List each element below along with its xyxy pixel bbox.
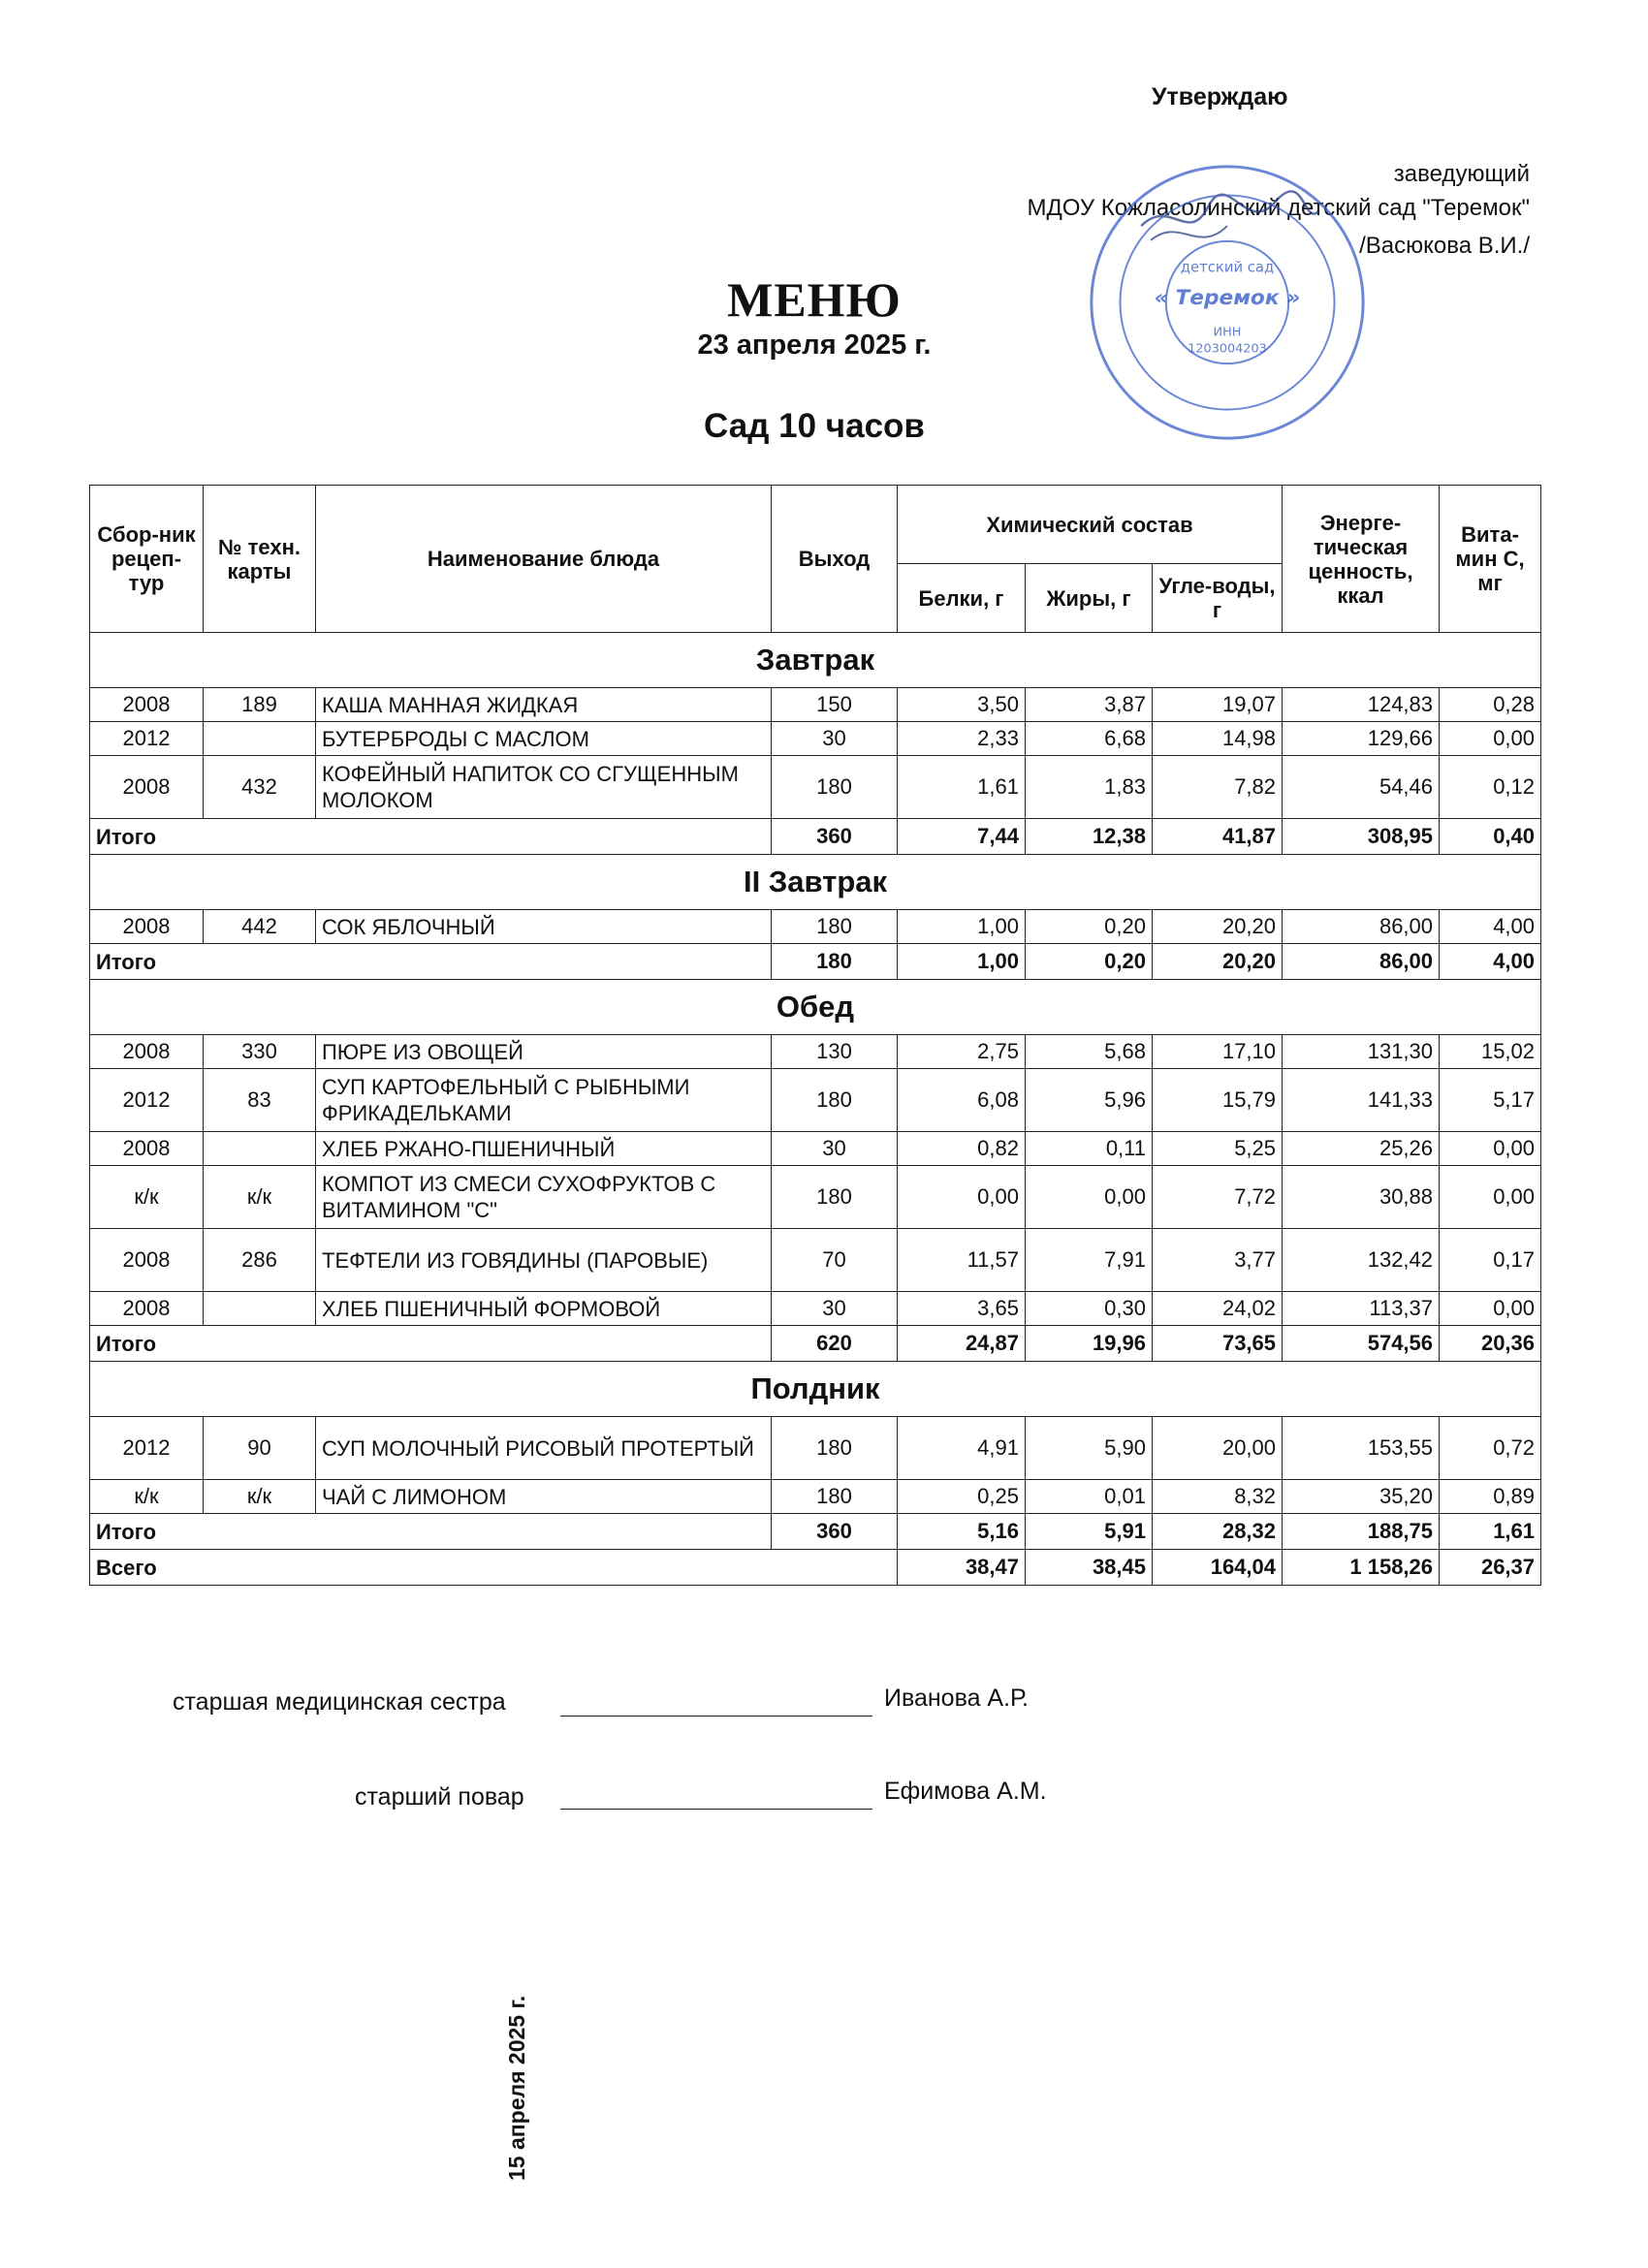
- tech-card-cell: 83: [204, 1069, 316, 1132]
- grand-total-label-cell: Всего: [90, 1550, 898, 1586]
- cook-role: старший повар: [355, 1783, 524, 1811]
- recipe-collection-cell: 2008: [90, 910, 204, 944]
- meal-section-row: [90, 633, 1541, 688]
- approval-title: Утверждаю: [1152, 83, 1288, 110]
- dish-row: [90, 1480, 1541, 1514]
- approval-organization: МДОУ Кожласолинский детский сад "Теремок": [1027, 195, 1530, 221]
- total-yield-cell: 360: [772, 1514, 898, 1550]
- col-fat-header: Жиры, г: [1026, 564, 1153, 633]
- dish-name-cell: КОФЕЙНЫЙ НАПИТОК СО СГУЩЕННЫМ МОЛОКОМ: [316, 756, 772, 819]
- menu-table: [89, 485, 1541, 1586]
- stamp-inn: 1203004203: [1188, 341, 1267, 357]
- total-carb-cell: 28,32: [1153, 1514, 1283, 1550]
- grand-carb-cell: 164,04: [1153, 1550, 1283, 1586]
- grand-vitc-cell: 26,37: [1440, 1550, 1541, 1586]
- recipe-collection-cell: 2008: [90, 1292, 204, 1326]
- grand-total-row: [90, 1550, 1541, 1586]
- dish-row: [90, 688, 1541, 722]
- protein-cell: 11,57: [898, 1229, 1026, 1292]
- tech-card-cell: 286: [204, 1229, 316, 1292]
- carb-cell: 19,07: [1153, 688, 1283, 722]
- energy-cell: 124,83: [1283, 688, 1440, 722]
- meal-section-row: [90, 855, 1541, 910]
- stamp-name: « Теремок »: [1154, 285, 1301, 310]
- dish-row: [90, 910, 1541, 944]
- meal-section-row: [90, 1362, 1541, 1417]
- grand-fat-cell: 38,45: [1026, 1550, 1153, 1586]
- nurse-name: Иванова А.Р.: [884, 1685, 1029, 1712]
- recipe-collection-cell: 2008: [90, 1035, 204, 1069]
- total-label-cell: Итого: [90, 1326, 772, 1362]
- total-vitc-cell: 4,00: [1440, 944, 1541, 980]
- fat-cell: 1,83: [1026, 756, 1153, 819]
- dish-row: [90, 1166, 1541, 1229]
- dish-row: [90, 1417, 1541, 1480]
- nurse-signature-line: [560, 1716, 872, 1717]
- dish-name-cell: ХЛЕБ ПШЕНИЧНЫЙ ФОРМОВОЙ: [316, 1292, 772, 1326]
- vitc-cell: 0,00: [1440, 1166, 1541, 1229]
- energy-cell: 54,46: [1283, 756, 1440, 819]
- carb-cell: 20,20: [1153, 910, 1283, 944]
- meal-total-row: [90, 819, 1541, 855]
- meal-name: II Завтрак: [90, 855, 1541, 910]
- recipe-collection-cell: 2012: [90, 1069, 204, 1132]
- total-protein-cell: 5,16: [898, 1514, 1026, 1550]
- dish-row: [90, 756, 1541, 819]
- yield-cell: 130: [772, 1035, 898, 1069]
- menu-body: [90, 633, 1541, 1586]
- tech-card-cell: [204, 1292, 316, 1326]
- tech-card-cell: 442: [204, 910, 316, 944]
- menu-date: 23 апреля 2025 г.: [697, 330, 932, 361]
- carb-cell: 17,10: [1153, 1035, 1283, 1069]
- total-yield-cell: 360: [772, 819, 898, 855]
- protein-cell: 2,75: [898, 1035, 1026, 1069]
- tech-card-cell: 432: [204, 756, 316, 819]
- carb-cell: 24,02: [1153, 1292, 1283, 1326]
- total-vitc-cell: 0,40: [1440, 819, 1541, 855]
- recipe-collection-cell: 2012: [90, 722, 204, 756]
- carb-cell: 15,79: [1153, 1069, 1283, 1132]
- energy-cell: 131,30: [1283, 1035, 1440, 1069]
- cook-name: Ефимова А.М.: [884, 1778, 1047, 1805]
- yield-cell: 180: [772, 910, 898, 944]
- total-yield-cell: 620: [772, 1326, 898, 1362]
- total-energy-cell: 574,56: [1283, 1326, 1440, 1362]
- vitc-cell: 15,02: [1440, 1035, 1541, 1069]
- fat-cell: 0,20: [1026, 910, 1153, 944]
- yield-cell: 70: [772, 1229, 898, 1292]
- energy-cell: 132,42: [1283, 1229, 1440, 1292]
- grand-protein-cell: 38,47: [898, 1550, 1026, 1586]
- vitc-cell: 0,17: [1440, 1229, 1541, 1292]
- tech-card-cell: 330: [204, 1035, 316, 1069]
- dish-row: [90, 1132, 1541, 1166]
- recipe-collection-cell: 2012: [90, 1417, 204, 1480]
- fat-cell: 5,96: [1026, 1069, 1153, 1132]
- energy-cell: 141,33: [1283, 1069, 1440, 1132]
- recipe-collection-cell: 2008: [90, 1132, 204, 1166]
- yield-cell: 30: [772, 1132, 898, 1166]
- meal-total-row: [90, 944, 1541, 980]
- vitc-cell: 0,89: [1440, 1480, 1541, 1514]
- vitc-cell: 4,00: [1440, 910, 1541, 944]
- dish-row: [90, 1035, 1541, 1069]
- meal-name: Завтрак: [90, 633, 1541, 688]
- vitc-cell: 0,72: [1440, 1417, 1541, 1480]
- fat-cell: 0,30: [1026, 1292, 1153, 1326]
- energy-cell: 113,37: [1283, 1292, 1440, 1326]
- protein-cell: 0,82: [898, 1132, 1026, 1166]
- vitc-cell: 0,00: [1440, 1292, 1541, 1326]
- dish-row: [90, 1292, 1541, 1326]
- yield-cell: 180: [772, 1417, 898, 1480]
- protein-cell: 1,00: [898, 910, 1026, 944]
- fat-cell: 6,68: [1026, 722, 1153, 756]
- protein-cell: 6,08: [898, 1069, 1026, 1132]
- total-protein-cell: 7,44: [898, 819, 1026, 855]
- stamp-center-text: детский сад: [1180, 259, 1275, 276]
- total-energy-cell: 86,00: [1283, 944, 1440, 980]
- vitc-cell: 0,00: [1440, 1132, 1541, 1166]
- total-label-cell: Итого: [90, 1514, 772, 1550]
- dish-name-cell: СУП МОЛОЧНЫЙ РИСОВЫЙ ПРОТЕРТЫЙ: [316, 1417, 772, 1480]
- carb-cell: 5,25: [1153, 1132, 1283, 1166]
- dish-name-cell: БУТЕРБРОДЫ С МАСЛОМ: [316, 722, 772, 756]
- recipe-collection-cell: к/к: [90, 1480, 204, 1514]
- menu-title: МЕНЮ: [727, 272, 902, 327]
- energy-cell: 35,20: [1283, 1480, 1440, 1514]
- recipe-collection-cell: 2008: [90, 756, 204, 819]
- protein-cell: 2,33: [898, 722, 1026, 756]
- tech-card-cell: 189: [204, 688, 316, 722]
- grand-energy-cell: 1 158,26: [1283, 1550, 1440, 1586]
- dish-name-cell: ЧАЙ С ЛИМОНОМ: [316, 1480, 772, 1514]
- tech-card-cell: [204, 722, 316, 756]
- dish-name-cell: ПЮРЕ ИЗ ОВОЩЕЙ: [316, 1035, 772, 1069]
- vitc-cell: 0,28: [1440, 688, 1541, 722]
- vitc-cell: 5,17: [1440, 1069, 1541, 1132]
- dish-name-cell: КОМПОТ ИЗ СМЕСИ СУХОФРУКТОВ С ВИТАМИНОМ "С": [316, 1166, 772, 1229]
- meal-name: Полдник: [90, 1362, 1541, 1417]
- yield-cell: 180: [772, 1480, 898, 1514]
- approval-position: заведующий: [1393, 161, 1530, 187]
- total-fat-cell: 0,20: [1026, 944, 1153, 980]
- col-protein-header: Белки, г: [898, 564, 1026, 633]
- side-date-note: 15 апреля 2025 г.: [504, 1995, 529, 2181]
- tech-card-cell: к/к: [204, 1480, 316, 1514]
- protein-cell: 1,61: [898, 756, 1026, 819]
- fat-cell: 0,01: [1026, 1480, 1153, 1514]
- nurse-role: старшая медицинская сестра: [173, 1688, 506, 1716]
- carb-cell: 7,72: [1153, 1166, 1283, 1229]
- fat-cell: 3,87: [1026, 688, 1153, 722]
- total-carb-cell: 73,65: [1153, 1326, 1283, 1362]
- protein-cell: 0,25: [898, 1480, 1026, 1514]
- total-energy-cell: 188,75: [1283, 1514, 1440, 1550]
- energy-cell: 129,66: [1283, 722, 1440, 756]
- recipe-collection-cell: 2008: [90, 688, 204, 722]
- meal-section-row: [90, 980, 1541, 1035]
- total-fat-cell: 5,91: [1026, 1514, 1153, 1550]
- tech-card-cell: к/к: [204, 1166, 316, 1229]
- col-card-header: № техн. карты: [204, 486, 316, 633]
- yield-cell: 30: [772, 722, 898, 756]
- total-vitc-cell: 1,61: [1440, 1514, 1541, 1550]
- dish-name-cell: ХЛЕБ РЖАНО-ПШЕНИЧНЫЙ: [316, 1132, 772, 1166]
- carb-cell: 8,32: [1153, 1480, 1283, 1514]
- total-label-cell: Итого: [90, 819, 772, 855]
- fat-cell: 0,00: [1026, 1166, 1153, 1229]
- recipe-collection-cell: 2008: [90, 1229, 204, 1292]
- energy-cell: 25,26: [1283, 1132, 1440, 1166]
- total-label-cell: Итого: [90, 944, 772, 980]
- meal-name: Обед: [90, 980, 1541, 1035]
- recipe-collection-cell: к/к: [90, 1166, 204, 1229]
- total-protein-cell: 1,00: [898, 944, 1026, 980]
- protein-cell: 3,65: [898, 1292, 1026, 1326]
- yield-cell: 30: [772, 1292, 898, 1326]
- energy-cell: 86,00: [1283, 910, 1440, 944]
- menu-subtitle: Сад 10 часов: [704, 407, 925, 445]
- yield-cell: 180: [772, 1069, 898, 1132]
- total-fat-cell: 12,38: [1026, 819, 1153, 855]
- total-yield-cell: 180: [772, 944, 898, 980]
- total-energy-cell: 308,95: [1283, 819, 1440, 855]
- total-protein-cell: 24,87: [898, 1326, 1026, 1362]
- protein-cell: 0,00: [898, 1166, 1026, 1229]
- cook-signature-line: [560, 1809, 872, 1810]
- meal-total-row: [90, 1514, 1541, 1550]
- total-vitc-cell: 20,36: [1440, 1326, 1541, 1362]
- tech-card-cell: [204, 1132, 316, 1166]
- fat-cell: 7,91: [1026, 1229, 1153, 1292]
- total-fat-cell: 19,96: [1026, 1326, 1153, 1362]
- dish-name-cell: КАША МАННАЯ ЖИДКАЯ: [316, 688, 772, 722]
- dish-name-cell: ТЕФТЕЛИ ИЗ ГОВЯДИНЫ (ПАРОВЫЕ): [316, 1229, 772, 1292]
- tech-card-cell: 90: [204, 1417, 316, 1480]
- protein-cell: 4,91: [898, 1417, 1026, 1480]
- approval-signatory: /Васюкова В.И./: [1359, 233, 1530, 259]
- meal-total-row: [90, 1326, 1541, 1362]
- fat-cell: 5,68: [1026, 1035, 1153, 1069]
- col-energy-header: Энерге-тическая ценность, ккал: [1283, 486, 1440, 633]
- energy-cell: 153,55: [1283, 1417, 1440, 1480]
- energy-cell: 30,88: [1283, 1166, 1440, 1229]
- vitc-cell: 0,00: [1440, 722, 1541, 756]
- dish-row: [90, 1069, 1541, 1132]
- fat-cell: 5,90: [1026, 1417, 1153, 1480]
- fat-cell: 0,11: [1026, 1132, 1153, 1166]
- col-name-header: Наименование блюда: [316, 486, 772, 633]
- protein-cell: 3,50: [898, 688, 1026, 722]
- carb-cell: 14,98: [1153, 722, 1283, 756]
- stamp-inn-label: ИНН: [1213, 325, 1242, 340]
- col-vitc-header: Вита-мин С, мг: [1440, 486, 1541, 633]
- carb-cell: 3,77: [1153, 1229, 1283, 1292]
- col-carb-header: Угле-воды, г: [1153, 564, 1283, 633]
- dish-name-cell: СУП КАРТОФЕЛЬНЫЙ С РЫБНЫМИ ФРИКАДЕЛЬКАМИ: [316, 1069, 772, 1132]
- col-chem-header: Химический состав: [898, 486, 1283, 564]
- vitc-cell: 0,12: [1440, 756, 1541, 819]
- total-carb-cell: 20,20: [1153, 944, 1283, 980]
- yield-cell: 150: [772, 688, 898, 722]
- total-carb-cell: 41,87: [1153, 819, 1283, 855]
- carb-cell: 20,00: [1153, 1417, 1283, 1480]
- yield-cell: 180: [772, 1166, 898, 1229]
- yield-cell: 180: [772, 756, 898, 819]
- col-collection-header: Сбор-ник рецеп-тур: [90, 486, 204, 633]
- dish-name-cell: СОК ЯБЛОЧНЫЙ: [316, 910, 772, 944]
- dish-row: [90, 722, 1541, 756]
- col-yield-header: Выход: [772, 486, 898, 633]
- dish-row: [90, 1229, 1541, 1292]
- carb-cell: 7,82: [1153, 756, 1283, 819]
